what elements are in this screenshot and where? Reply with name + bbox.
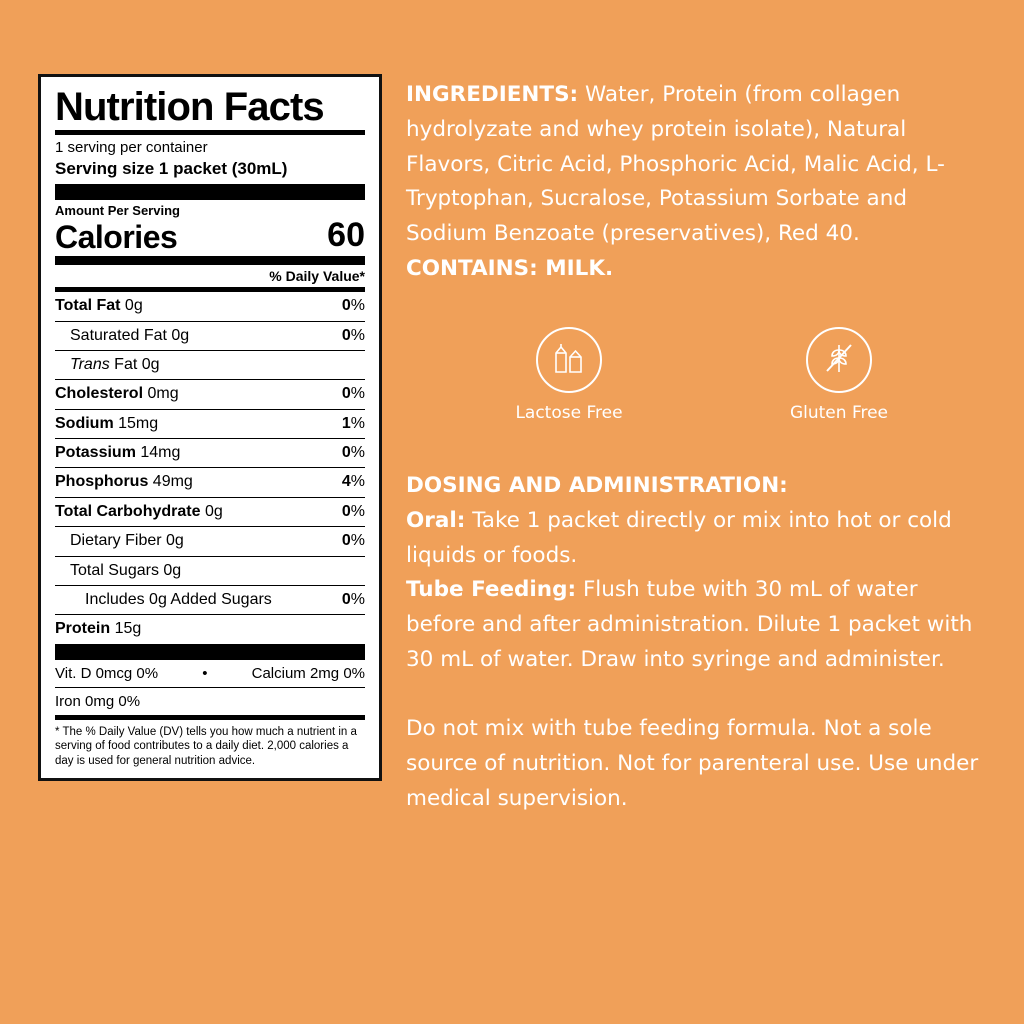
nutrient-label: Cholesterol 0mg: [55, 385, 179, 403]
divider-thick-1: [55, 184, 365, 200]
nutrient-label: Saturated Fat 0g: [70, 326, 190, 344]
micronutrient-row-1: [55, 660, 365, 687]
nutrition-facts-title: Nutrition Facts: [55, 85, 324, 129]
badge-lactose-free: [494, 327, 644, 423]
nutrient-label: Phosphorus 49mg: [55, 473, 193, 491]
divider-thick-2: [55, 644, 365, 660]
badge-row: [406, 327, 992, 423]
dosing-tube-feeding: [406, 573, 992, 677]
right-column: [406, 78, 992, 816]
nutrient-label: Total Sugars 0g: [70, 561, 182, 579]
servings-per-container: 1 serving per container: [55, 138, 208, 156]
ingredients-heading: INGREDIENTS:: [406, 82, 579, 107]
nutrient-daily-value: 1%: [341, 414, 365, 432]
amount-per-serving-label: Amount Per Serving: [55, 203, 180, 219]
dosing-oral: [406, 504, 992, 574]
nutrient-daily-value: 4%: [341, 473, 365, 491]
nutrient-row: [55, 498, 365, 526]
iron-value: Iron 0mg 0%: [55, 692, 141, 710]
nutrient-row: [55, 292, 365, 320]
nutrient-daily-value: 0%: [341, 532, 365, 550]
calcium-value: Calcium 2mg 0%: [251, 664, 365, 682]
dosing-tube-label: Tube Feeding:: [406, 577, 577, 603]
contains-allergens: CONTAINS: MILK.: [406, 256, 614, 282]
badge-gluten-free: [764, 327, 914, 423]
nutrient-rows: [55, 292, 365, 644]
divider-under-calories: [55, 256, 365, 265]
vitamin-d-value: Vit. D 0mcg 0%: [55, 664, 159, 682]
nutrient-label: Trans Fat 0g: [70, 355, 160, 373]
nutrient-row: [55, 468, 365, 496]
nutrient-label: Potassium 14mg: [55, 444, 181, 462]
badge-label: Lactose Free: [515, 402, 623, 423]
nutrient-row: [55, 439, 365, 467]
daily-value-footnote: * The % Daily Value (DV) tells you how much a nutrient in a serving of food contributes to a daily diet. 2,000 calories a day is used for general nutrition advice.: [55, 725, 357, 767]
daily-value-header: % Daily Value*: [269, 268, 365, 285]
nutrient-daily-value: 0%: [341, 591, 365, 609]
nutrient-label: Total Fat 0g: [55, 297, 143, 315]
nutrient-label: Sodium 15mg: [55, 414, 159, 432]
wheat-stalk-crossed-icon: [822, 340, 856, 380]
dosing-tube-text: Flush tube with 30 mL of water before and after administration. Dilute 1 packet with 30 mL of water. Draw into syringe and administer.: [406, 577, 973, 673]
nutrient-daily-value: 0%: [341, 297, 365, 315]
badge-circle: [806, 327, 872, 393]
dosing-oral-text: Take 1 packet directly or mix into hot or cold liquids or foods.: [406, 507, 952, 568]
ingredients-paragraph: [406, 78, 992, 252]
nutrient-row: [55, 351, 365, 379]
dosing-disclaimer: Do not mix with tube feeding formula. Not a sole source of nutrition. Not for parenteral use. Use under medical supervision.: [406, 715, 979, 811]
nutrient-daily-value: 0%: [341, 385, 365, 403]
nutrition-facts-panel: [38, 74, 382, 781]
calories-row: [55, 218, 365, 256]
micronutrient-row-2: [55, 688, 365, 715]
micronutrient-separator: •: [202, 664, 208, 682]
nutrient-row: [55, 322, 365, 350]
nutrient-row: [55, 527, 365, 555]
nutrient-row: [55, 557, 365, 585]
nutrient-daily-value: 0%: [341, 502, 365, 520]
calories-label: Calories: [55, 218, 178, 255]
dosing-oral-label: Oral:: [406, 507, 466, 533]
milk-carton-icon: [552, 340, 586, 380]
badge-circle: [536, 327, 602, 393]
dosing-heading: DOSING AND ADMINISTRATION:: [406, 473, 788, 499]
nutrient-daily-value: 0%: [341, 444, 365, 462]
ingredients-text: Water, Protein (from collagen hydrolyzate and whey protein isolate), Natural Flavors, Citric Acid, Phosphoric Acid, Malic Acid, L-Tryptophan, Sucralose, Potassium Sorbate and Sodium Benzoate (preservatives), Red 40.: [406, 82, 945, 247]
nutrient-label: Total Carbohydrate 0g: [55, 502, 223, 520]
serving-size: Serving size 1 packet (30mL): [55, 159, 288, 179]
nutrient-daily-value: 0%: [341, 326, 365, 344]
nutrient-row: [55, 586, 365, 614]
nutrient-label: Dietary Fiber 0g: [70, 532, 184, 550]
nutrient-row: [55, 380, 365, 408]
nutrient-label: Includes 0g Added Sugars: [85, 591, 272, 609]
nutrient-label: Protein 15g: [55, 620, 142, 638]
badge-label: Gluten Free: [789, 402, 889, 423]
nutrient-row: [55, 410, 365, 438]
nutrient-row: [55, 615, 365, 643]
calories-value: 60: [327, 216, 365, 255]
